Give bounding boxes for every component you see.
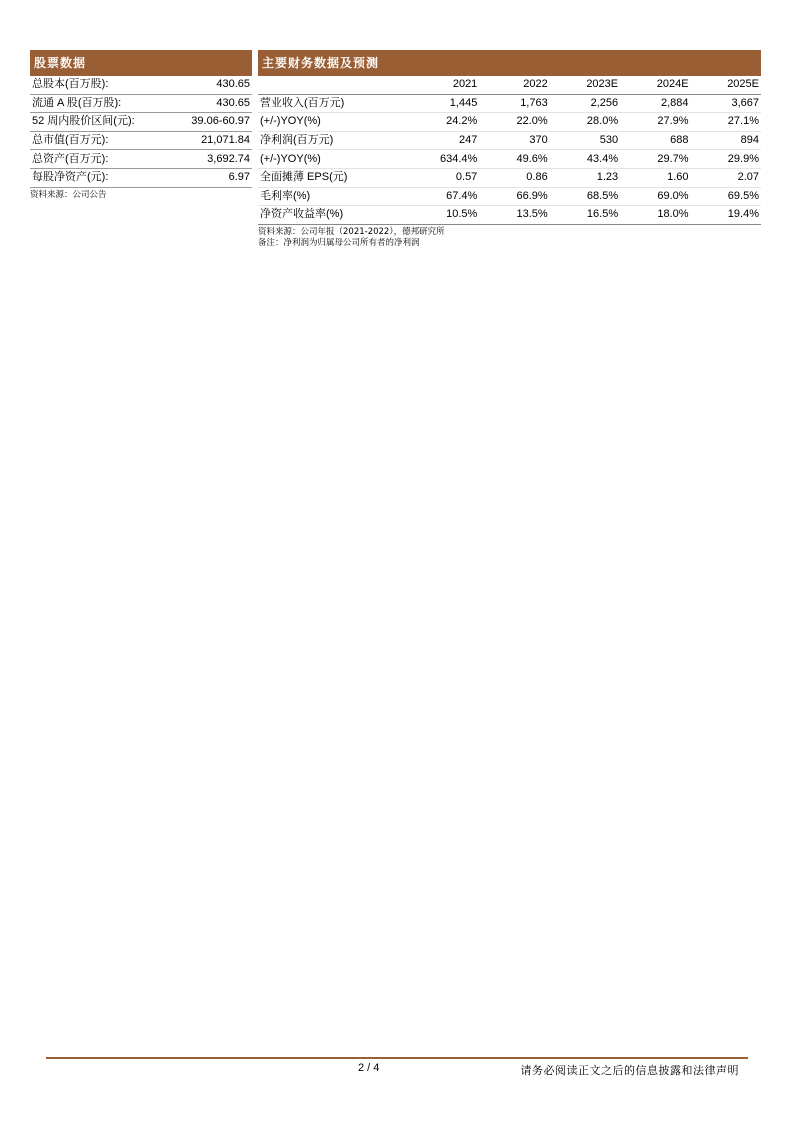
stock-data-value: 3,692.74 <box>170 150 252 169</box>
financials-value-cell: 0.86 <box>479 168 549 187</box>
financials-value-cell: 18.0% <box>620 206 690 225</box>
stock-data-row <box>30 168 252 187</box>
year-header-cell: 2023E <box>550 76 620 94</box>
financials-value-cell: 19.4% <box>691 206 761 225</box>
financials-value-cell: 688 <box>620 131 690 150</box>
financials-value-cell: 68.5% <box>550 187 620 206</box>
financials-panel <box>258 50 761 249</box>
stock-data-source: 资料来源：公司公告 <box>30 189 107 200</box>
financials-note: 备注：净利润为归属母公司所有者的净利润 <box>258 237 420 248</box>
stock-data-label: 总资产(百万元): <box>30 150 170 169</box>
financials-row <box>258 113 761 132</box>
financials-header-row <box>258 76 761 94</box>
financials-value-cell: 67.4% <box>409 187 479 206</box>
financials-value-cell: 1,445 <box>409 94 479 113</box>
stock-data-label: 52 周内股价区间(元): <box>30 113 170 132</box>
header-label-cell <box>258 76 409 94</box>
financials-value-cell: 27.9% <box>620 113 690 132</box>
stock-data-row <box>30 131 252 150</box>
financials-value-cell: 16.5% <box>550 206 620 225</box>
financials-value-cell: 530 <box>550 131 620 150</box>
stock-data-value: 430.65 <box>170 76 252 94</box>
financials-value-cell: 24.2% <box>409 113 479 132</box>
stock-data-table <box>30 76 252 188</box>
financials-value-cell: 66.9% <box>479 187 549 206</box>
financials-row-label: 净资产收益率(%) <box>258 206 409 225</box>
stock-data-row <box>30 113 252 132</box>
financials-value-cell: 22.0% <box>479 113 549 132</box>
stock-data-value: 39.06-60.97 <box>170 113 252 132</box>
year-header-cell: 2025E <box>691 76 761 94</box>
stock-data-value: 6.97 <box>170 168 252 187</box>
financials-row-label: 毛利率(%) <box>258 187 409 206</box>
footer-disclaimer: 请务必阅读正文之后的信息披露和法律声明 <box>520 1064 739 1077</box>
financials-row <box>258 131 761 150</box>
year-header-cell: 2021 <box>409 76 479 94</box>
stock-data-panel <box>30 50 252 201</box>
financials-row-label: 营业收入(百万元) <box>258 94 409 113</box>
financials-row-label: (+/-)YOY(%) <box>258 150 409 169</box>
financials-row <box>258 168 761 187</box>
footer-rule <box>46 1057 748 1059</box>
stock-data-label: 总股本(百万股): <box>30 76 170 94</box>
financials-value-cell: 2,884 <box>620 94 690 113</box>
financials-value-cell: 2.07 <box>691 168 761 187</box>
financials-row <box>258 187 761 206</box>
stock-data-label: 流通 A 股(百万股): <box>30 94 170 113</box>
financials-value-cell: 28.0% <box>550 113 620 132</box>
financials-value-cell: 1,763 <box>479 94 549 113</box>
financials-value-cell: 13.5% <box>479 206 549 225</box>
financials-row <box>258 94 761 113</box>
year-header-cell: 2024E <box>620 76 690 94</box>
financials-value-cell: 29.9% <box>691 150 761 169</box>
financials-row-label: 净利润(百万元) <box>258 131 409 150</box>
stock-data-title: 股票数据 <box>30 50 252 76</box>
financials-value-cell: 3,667 <box>691 94 761 113</box>
financials-value-cell: 1.23 <box>550 168 620 187</box>
stock-data-value: 21,071.84 <box>170 131 252 150</box>
financials-row <box>258 150 761 169</box>
financials-value-cell: 69.5% <box>691 187 761 206</box>
financials-value-cell: 894 <box>691 131 761 150</box>
page-number: 2 / 4 <box>358 1062 380 1074</box>
financials-row-label: (+/-)YOY(%) <box>258 113 409 132</box>
stock-data-row <box>30 94 252 113</box>
stock-data-value: 430.65 <box>170 94 252 113</box>
financials-value-cell: 27.1% <box>691 113 761 132</box>
stock-data-row <box>30 76 252 94</box>
financials-row-label: 全面摊薄 EPS(元) <box>258 168 409 187</box>
financials-value-cell: 10.5% <box>409 206 479 225</box>
financials-value-cell: 370 <box>479 131 549 150</box>
stock-data-row <box>30 150 252 169</box>
stock-data-label: 每股净资产(元): <box>30 168 170 187</box>
financials-row <box>258 206 761 225</box>
financials-value-cell: 29.7% <box>620 150 690 169</box>
stock-data-label: 总市值(百万元): <box>30 131 170 150</box>
financials-value-cell: 1.60 <box>620 168 690 187</box>
financials-value-cell: 0.57 <box>409 168 479 187</box>
financials-value-cell: 247 <box>409 131 479 150</box>
financials-table <box>258 76 761 225</box>
financials-source: 资料来源：公司年报（2021-2022），德邦研究所 <box>258 226 445 237</box>
financials-value-cell: 2,256 <box>550 94 620 113</box>
financials-title: 主要财务数据及预测 <box>258 50 761 76</box>
financials-value-cell: 43.4% <box>550 150 620 169</box>
financials-value-cell: 49.6% <box>479 150 549 169</box>
financials-value-cell: 634.4% <box>409 150 479 169</box>
financials-value-cell: 69.0% <box>620 187 690 206</box>
year-header-cell: 2022 <box>479 76 549 94</box>
